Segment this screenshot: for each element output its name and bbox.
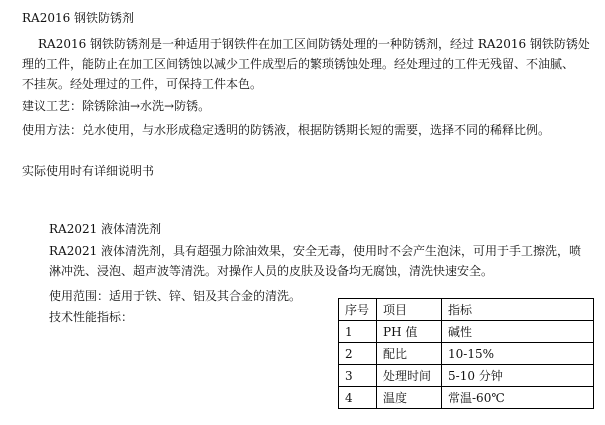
spec-cell: 3 <box>339 365 377 387</box>
section1-paragraph <box>22 34 592 94</box>
section2-scope: 使用范围：适用于铁、锌、铝及其合金的清洗。 <box>49 289 302 303</box>
table-row <box>339 343 594 365</box>
spec-table-header-row <box>339 299 594 321</box>
section2-spec-label: 技术性能指标： <box>49 310 134 324</box>
table-row <box>339 387 594 409</box>
section1-title: RA2016 钢铁防锈剂 <box>22 11 135 25</box>
spec-cell: 碱性 <box>442 321 594 343</box>
spec-cell: PH 值 <box>377 321 442 343</box>
spec-header-cell: 指标 <box>442 299 594 321</box>
spec-cell: 处理时间 <box>377 365 442 387</box>
spec-cell: 常温-60℃ <box>442 387 594 409</box>
section1-paragraph-line: RA2016 钢铁防锈剂是一种适用于钢铁件在加工区间防锈处理的一种防锈剂，经过 RA2016 钢铁防锈处 <box>38 37 590 51</box>
spec-header-cell: 项目 <box>377 299 442 321</box>
spec-table <box>338 298 594 409</box>
section1-paragraph-line: 不挂灰。经处理过的工件，可保持工件本色。 <box>22 77 263 91</box>
manual-note: 实际使用时有详细说明书 <box>22 164 155 178</box>
table-row <box>339 365 594 387</box>
section2-paragraph-line: RA2021 液体清洗剂，具有超强力除油效果，安全无毒，使用时不会产生泡沫，可用于手工擦洗，喷 <box>49 244 582 258</box>
spec-cell: 2 <box>339 343 377 365</box>
section1-usage: 使用方法：兑水使用，与水形成稳定透明的防锈液，根据防锈期长短的需要，选择不同的稀释比例。 <box>22 123 551 137</box>
section2-paragraph-line: 淋冲洗、浸泡、超声波等清洗。对操作人员的皮肤及设备均无腐蚀，清洗快速安全。 <box>49 264 494 278</box>
section1-process: 建议工艺：除锈除油→水洗→防锈。 <box>22 99 211 113</box>
section2-title: RA2021 液体清洗剂 <box>49 222 162 236</box>
spec-cell: 温度 <box>377 387 442 409</box>
section2-paragraph <box>49 241 594 281</box>
section1-paragraph-line: 理的工件，能防止在加工区间锈蚀以减少工件成型后的繁琐锈蚀处理。经处理过的工件无残留、不油腻、 <box>22 57 575 71</box>
spec-cell: 4 <box>339 387 377 409</box>
spec-cell: 5-10 分钟 <box>442 365 594 387</box>
table-row <box>339 321 594 343</box>
spec-cell: 10-15% <box>442 343 594 365</box>
spec-cell: 1 <box>339 321 377 343</box>
spec-header-cell: 序号 <box>339 299 377 321</box>
spec-cell: 配比 <box>377 343 442 365</box>
